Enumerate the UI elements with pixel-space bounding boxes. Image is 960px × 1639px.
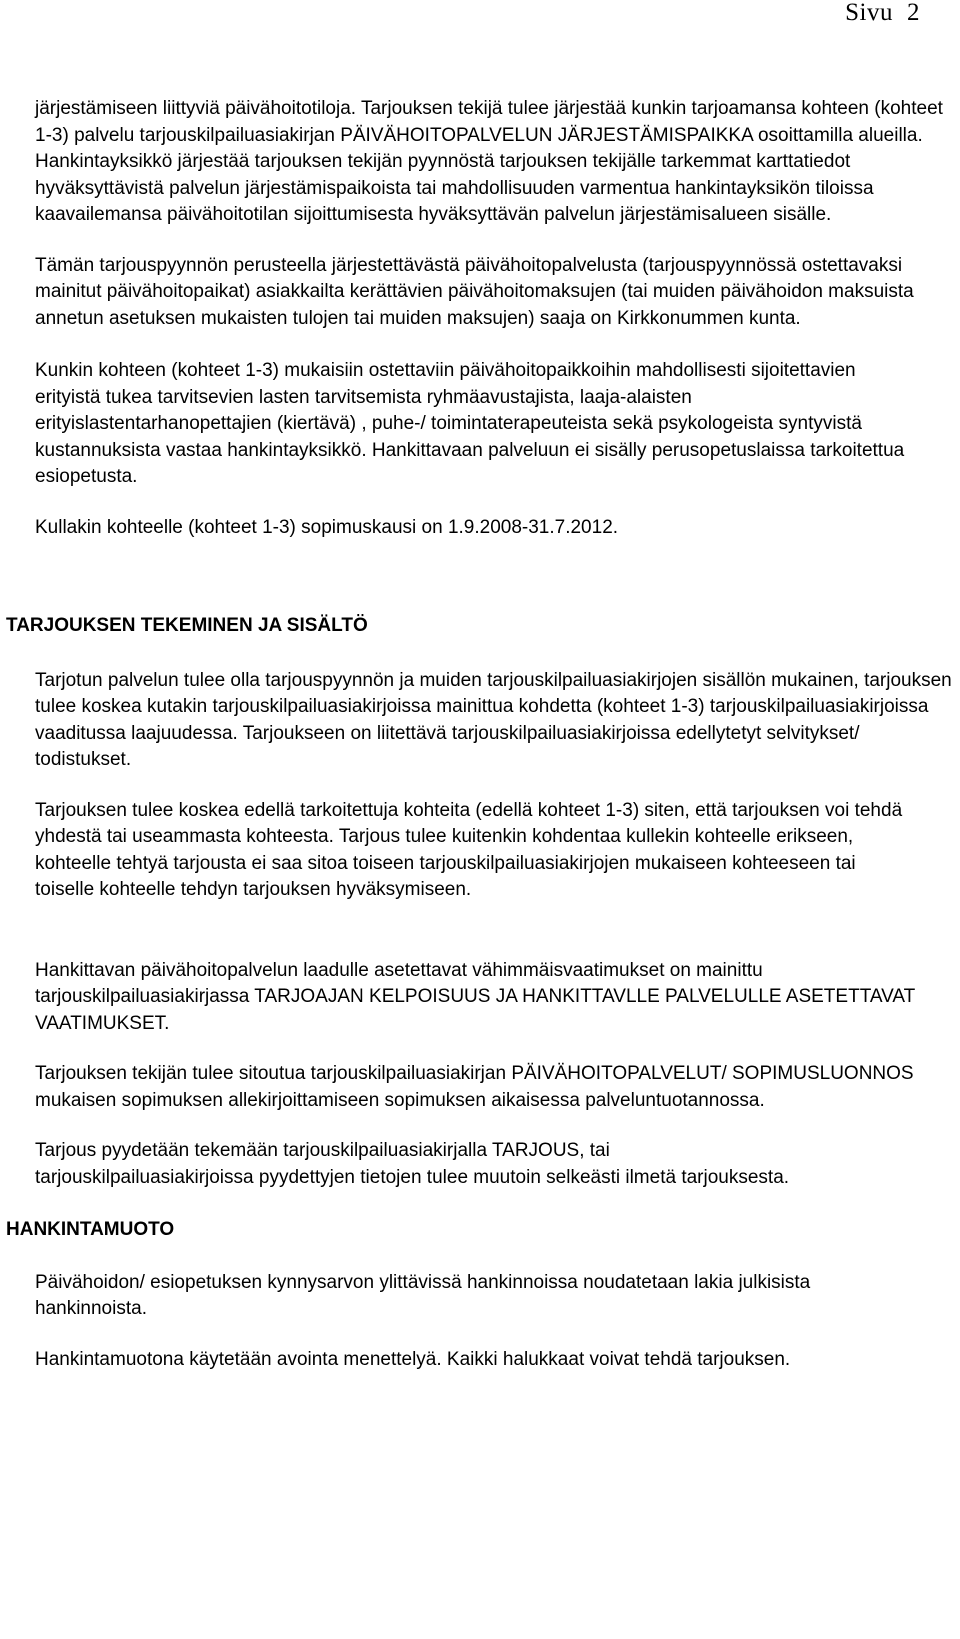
heading-procurement-method: HANKINTAMUOTO (6, 1219, 175, 1240)
paragraph-procurement-law: Päivähoidon/ esiopetuksen kynnysarvon ylittävissä hankinnoissa noudatetaan lakia julkisista hankinnoista. (35, 1271, 811, 1319)
paragraph-offer-requirements: Tarjotun palvelun tulee olla tarjouspyynnön ja muiden tarjouskilpailuasiakirjojen sisällön mukainen, tarjouksen tulee koskea kutakin tarjouskilpailuasiakirjoissa mainittua kohdetta (kohteet 1-3) tarjouskilpailuasiakirjoissa vaaditussa laajuudessa. Tarjoukseen on liitettävä tarjouskilpailuasiakirjoissa edellytetyt selvitykset/ todistukset. (35, 669, 952, 770)
paragraph-offer-targets: Tarjouksen tulee koskea edellä tarkoitettuja kohteita (edellä kohteet 1-3) siten, että tarjouksen voi tehdä yhdestä tai useammasta kohteesta. Tarjous tulee kuitenkin kohdentaa kullekin kohteelle erikseen, kohteelle tehtyä tarjousta ei saa sitoa toiseen tarjouskilpailuasiakirjojen mukaiseen kohteeseen tai toiselle kohteelle tehdyn tarjouksen hyväksymiseen. (35, 799, 903, 900)
paragraph-offer-form: Tarjous pyydetään tekemään tarjouskilpailuasiakirjalla TARJOUS, tai tarjouskilpailuasiakirjoissa pyydettyjen tietojen tulee muutoin selkeästi ilmetä tarjouksesta. (35, 1140, 790, 1188)
paragraph-special-support-costs: Kunkin kohteen (kohteet 1-3) mukaisiin ostettaviin päivähoitopaikkoihin mahdollisesti sijoitettavien erityistä tukea tarvitsevien lasten tarvitsemista ryhmäavustajista, laaja-alaisten erityislastentarhanopettajien (kiertävä) , puhe-/ toimintaterapeuteista sekä psykologeista syntyvistä kustannuksista vastaa hankintayksikkö. Hankittavaan palveluun ei sisälly perusopetuslaissa tarkoitettua esiopetusta. (35, 360, 905, 487)
paragraph-service-location: järjestämiseen liittyviä päivähoitotiloja. Tarjouksen tekijä tulee järjestää kunkin tarjoamansa kohteen (kohteet 1-3) palvelu tarjouskilpailuasiakirjan PÄIVÄHOITOPALVELUN JÄRJESTÄMISPAIKKA osoittamilla alueilla. Hankintayksikkö järjestää tarjouksen tekijän pyynnöstä tarjouksen tekijälle tarkemmat karttatiedot hyväksyttävistä palvelun järjestämispaikoista tai mahdollisuuden varmentua hankintayksikön tiloissa kaavailemansa päivähoitotilan sijoittumisesta hyväksyttävän palvelun järjestämisalueen sisälle. (35, 98, 943, 225)
paragraph-contract-period: Kullakin kohteelle (kohteet 1-3) sopimuskausi on 1.9.2008-31.7.2012. (35, 516, 619, 538)
page-label: Sivu (845, 0, 893, 26)
page-number: 2 (907, 0, 920, 26)
heading-offer-content: TARJOUKSEN TEKEMINEN JA SISÄLTÖ (6, 615, 368, 636)
paragraph-minimum-requirements: Hankittavan päivähoitopalvelun laadulle asetettavat vähimmäisvaatimukset on mainittu tarjouskilpailuasiakirjassa TARJOAJAN KELPOISUUS JA HANKITTAVLLE PALVELULLE ASETETTAVAT VAATIMUKSET. (35, 959, 915, 1034)
page-header (845, 0, 920, 25)
document-body (0, 96, 960, 1373)
paragraph-contract-commitment: Tarjouksen tekijän tulee sitoutua tarjouskilpailuasiakirjan PÄIVÄHOITOPALVELUT/ SOPIMUSLUONNOS mukaisen sopimuksen allekirjoittamiseen sopimuksen aikaisessa palveluntuotannossa. (35, 1063, 914, 1111)
paragraph-fee-recipient: Tämän tarjouspyynnön perusteella järjestettävästä päivähoitopalvelusta (tarjouspyynnössä ostettavaksi mainitut päivähoitopaikat) asiakkailta kerättävien päivähoitomaksujen (tai muiden päivähoidon maksuista annetun asetuksen mukaisten tulojen tai muiden maksujen) saaja on Kirkkonummen kunta. (35, 254, 914, 329)
paragraph-open-procedure: Hankintamuotona käytetään avointa menettelyä. Kaikki halukkaat voivat tehdä tarjouksen. (35, 1348, 791, 1370)
